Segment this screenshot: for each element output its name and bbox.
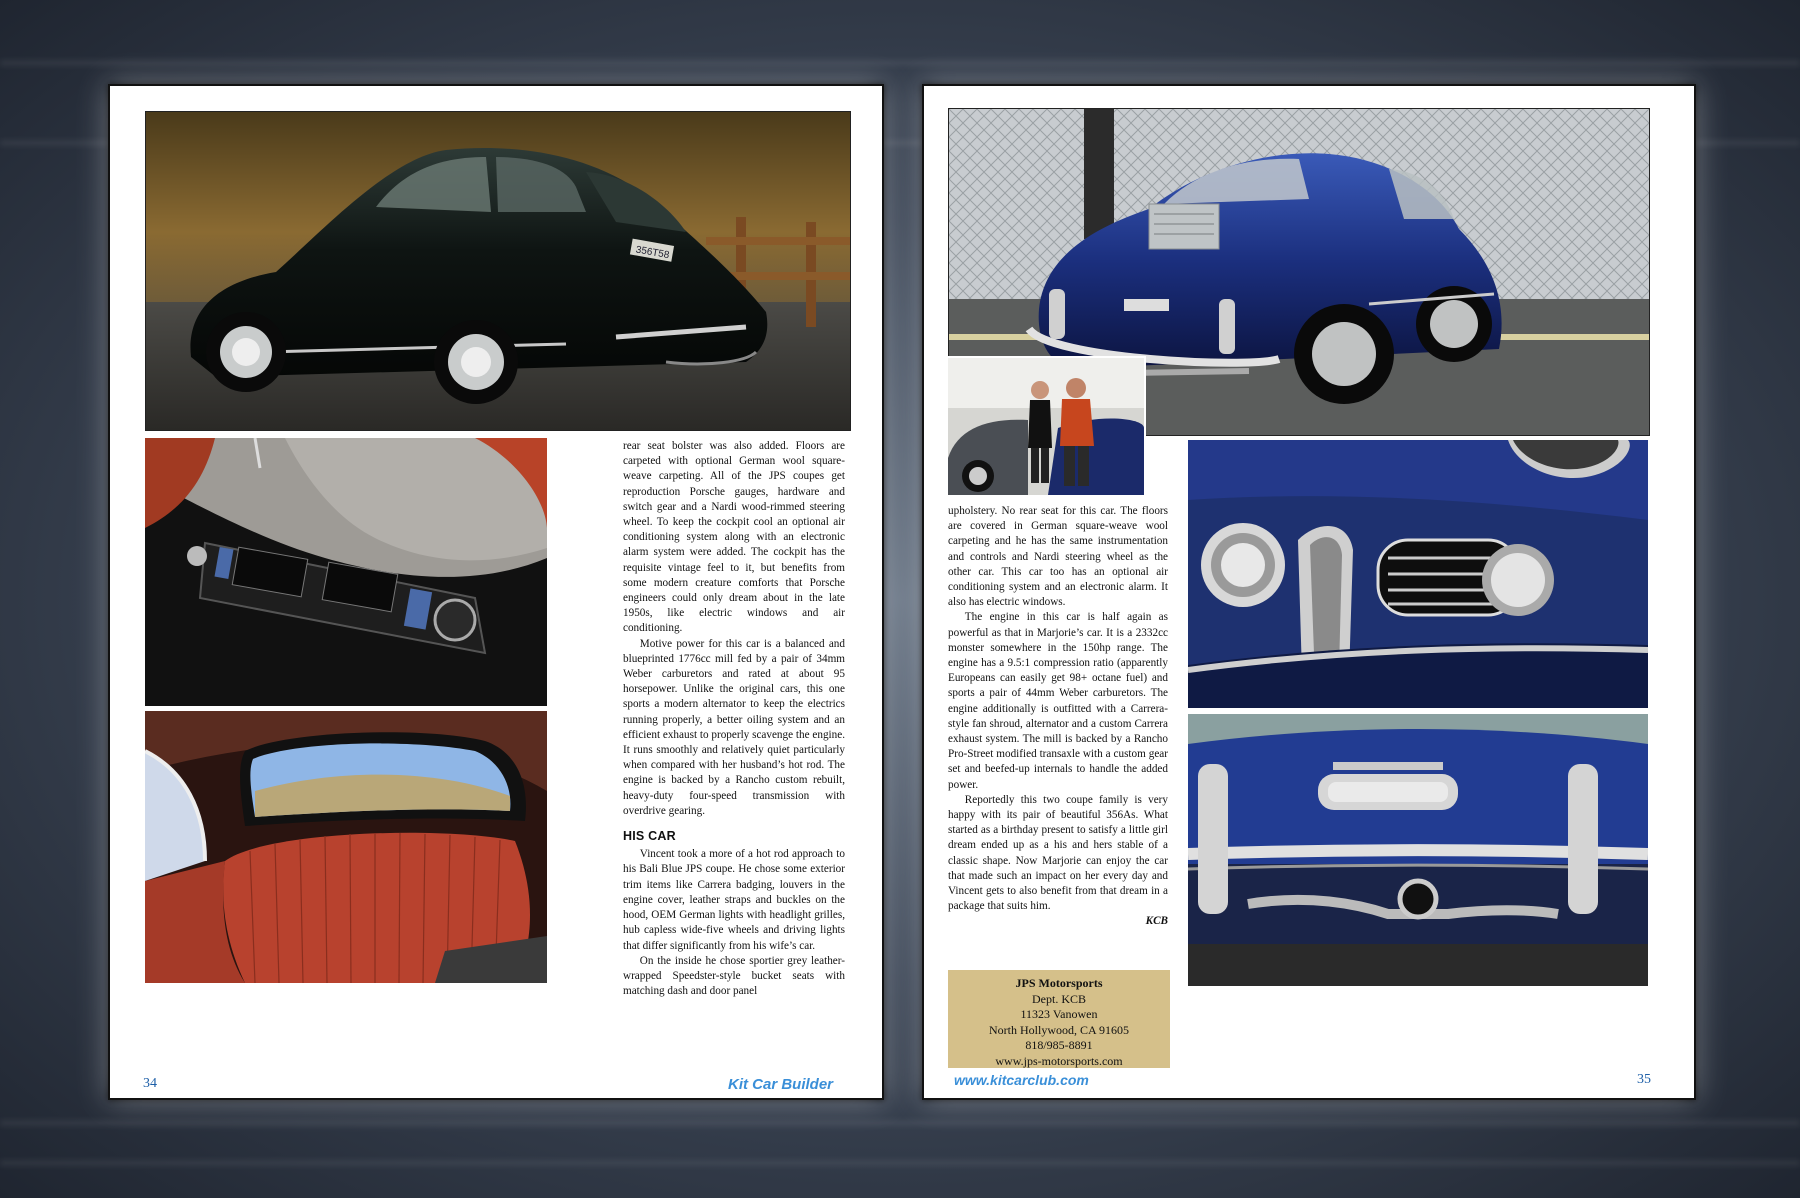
contact-website: www.jps-motorsports.com (995, 1053, 1123, 1068)
contact-box (948, 970, 1170, 1068)
page-number: 34 (143, 1076, 157, 1091)
photo-rear-bumper (1188, 714, 1648, 986)
svg-text:356T58: 356T58 (634, 244, 671, 262)
contact-company: JPS Motorsports (1015, 976, 1103, 990)
contact-dept: Dept. KCB (1032, 991, 1086, 1006)
paragraph: On the inside he chose sportier grey leather-wrapped Speedster-style bucket seats with matching dash and door panel (623, 954, 845, 998)
paragraph: upholstery. No rear seat for this car. The floors are covered in German square-weave wool carpeting and he has the same instrumentation and controls and Nardi steering wheel as the other car. This car too has an optional air conditioning system and an electronic alarm. It also has electric windows. (948, 505, 1168, 609)
paragraph: Motive power for this car is a balanced and blueprinted 1776cc mill fed by a pair of 34mm Weber carburetors and rated at about 95 horsepower. Unlike the original cars, this one sports a modern alternator to keep the electrics running properly, a better oiling system and an efficient exhaust to properly scavenge the engine. It runs smoothly and relatively quiet particularly when compared with her husband’s hot rod. The engine is backed by a Rancho custom rebuilt, heavy-duty four-speed transmission with overdrive gearing. (623, 637, 845, 817)
contact-street: 11323 Vanowen (1020, 1007, 1098, 1021)
photo-dashboard (145, 438, 547, 706)
magazine-brand: Kit Car Builder (728, 1076, 834, 1093)
paragraph: The engine in this car is half again as powerful as that in Marjorie’s car. It is a 2332cc monster somewhere in the 150hp range. The engine has a 9.5:1 compression ratio (apparently Europeans can easily get 98+ octane fuel) and sports a pair of 44mm Weber carburetors. The engine additionally is outfitted with a Carrera-style fan shroud, alternator and a custom Carrera exhaust system. The mill is backed by a Rancho Pro-Street modified transaxle with a custom gear set and beefed-up internals to handle the added power. (948, 611, 1168, 791)
contact-city: North Hollywood, CA 91605 (988, 1022, 1129, 1037)
article-column-left (623, 439, 845, 999)
paragraph: rear seat bolster was also added. Floors are carpeted with optional German wool square-weave carpeting. All of the JPS coupes get reproduction Porsche gauges, hardware and switch gear and a Nardi wood-rimmed steering wheel. To keep the cockpit cool an optional air conditioning system along with an electronic alarm system were added. The cockpit has the requisite vintage feel to it, but benefits from some modern creature comforts that Porsche engineers could only dream about in the late 1950s, like electric windows and air conditioning. (623, 440, 845, 635)
paragraph: Vincent took a more of a hot rod approach to his Bali Blue JPS coupe. He chose some exterior trim items like Carrera badging, louvers in the engine cover, leather straps and buckles on the hood, OEM German lights with headlight grilles, hub capless wide-five wheels and driving lights that differ significantly from his wife’s car. (623, 848, 845, 952)
photo-black-coupe (145, 111, 851, 431)
photo-couple (946, 356, 1146, 497)
photo-headlight-detail (1188, 440, 1648, 708)
contact-phone: 818/985-8891 (1025, 1038, 1093, 1052)
website-brand: www.kitcarclub.com (954, 1072, 1089, 1088)
left-page (108, 84, 884, 1100)
photo-rear-seat (145, 711, 547, 983)
article-column-right (948, 504, 1168, 930)
right-page (922, 84, 1696, 1100)
section-heading: HIS CAR (623, 829, 676, 844)
page-number: 35 (1637, 1072, 1651, 1087)
author-signature: KCB (1145, 915, 1168, 928)
paragraph: Reportedly this two coupe family is very happy with its pair of beautiful 356As. What started as a birthday present to satisfy a little girl dream ended up as a his and hers stable of a classic shape. Now Marjorie can enjoy the car that made such an impact on her every day and Vincent gets to also benefit from that dream in a package that suits him. (948, 793, 1168, 913)
